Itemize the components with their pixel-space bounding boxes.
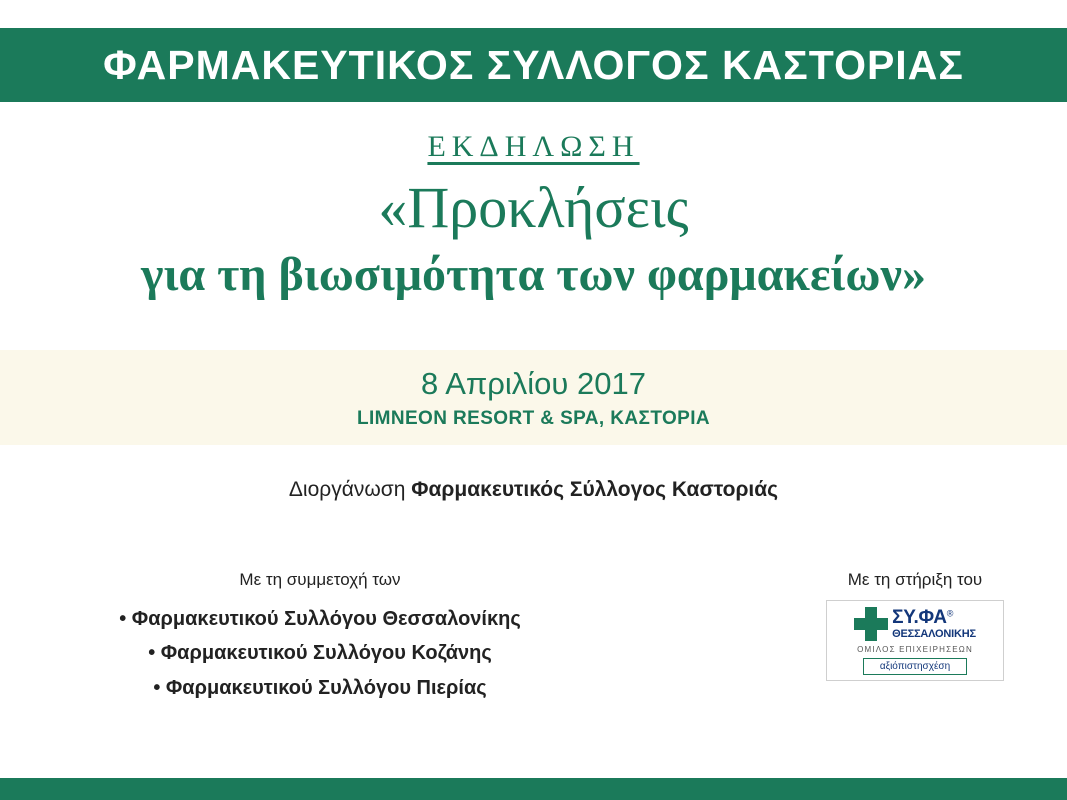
event-heading-block — [0, 130, 1067, 303]
footer-bar — [0, 778, 1067, 800]
participants-label: Με τη συμμετοχή των — [239, 570, 401, 589]
sponsor-logo-main — [831, 607, 999, 641]
participants-list — [40, 602, 600, 705]
organization-title: ΦΑΡΜΑΚΕΥΤΙΚΟΣ ΣΥΛΛΟΓΟΣ ΚΑΣΤΟΡΙΑΣ — [103, 41, 964, 88]
event-title-line-2: για τη βιωσιμότητα των φαρμακείων» — [141, 247, 926, 301]
green-cross-icon — [854, 607, 888, 641]
sponsor-tagline: ΟΜΙΛΟΣ ΕΠΙΧΕΙΡΗΣΕΩΝ — [857, 645, 973, 654]
event-kicker: ΕΚΔΗΛΩΣΗ — [427, 130, 640, 163]
date-venue-strip — [0, 350, 1067, 445]
header-banner — [0, 28, 1067, 102]
participants-block — [40, 570, 600, 705]
event-title-line-1: «Προκλήσεις — [378, 175, 689, 240]
list-item: • Φαρμακευτικού Συλλόγου Θεσσαλονίκης — [119, 608, 521, 630]
event-venue: LIMNEON RESORT & SPA, ΚΑΣΤΟΡΙΑ — [356, 407, 711, 429]
support-label: Με τη στήριξη του — [847, 570, 983, 589]
event-date: 8 Απριλίου 2017 — [421, 365, 646, 401]
organizer-prefix: Διοργάνωση — [288, 478, 412, 501]
registered-mark: ® — [946, 608, 954, 619]
sponsor-badge: αξιόπιστησχέση — [863, 658, 967, 675]
support-block — [790, 570, 1040, 681]
list-item: • Φαρμακευτικού Συλλόγου Πιερίας — [153, 676, 487, 699]
sponsor-city: ΘΕΣΣΑΛΟΝΙΚΗΣ — [892, 628, 976, 640]
organizer-name: Φαρμακευτικός Σύλλογος Καστοριάς — [411, 478, 779, 501]
sponsor-name: ΣΥ.ΦΑ — [892, 607, 947, 628]
organizer-line — [0, 478, 1067, 502]
list-item: • Φαρμακευτικού Συλλόγου Κοζάνης — [148, 642, 492, 665]
sponsor-logo — [826, 600, 1004, 681]
sponsor-logo-text — [892, 608, 976, 640]
